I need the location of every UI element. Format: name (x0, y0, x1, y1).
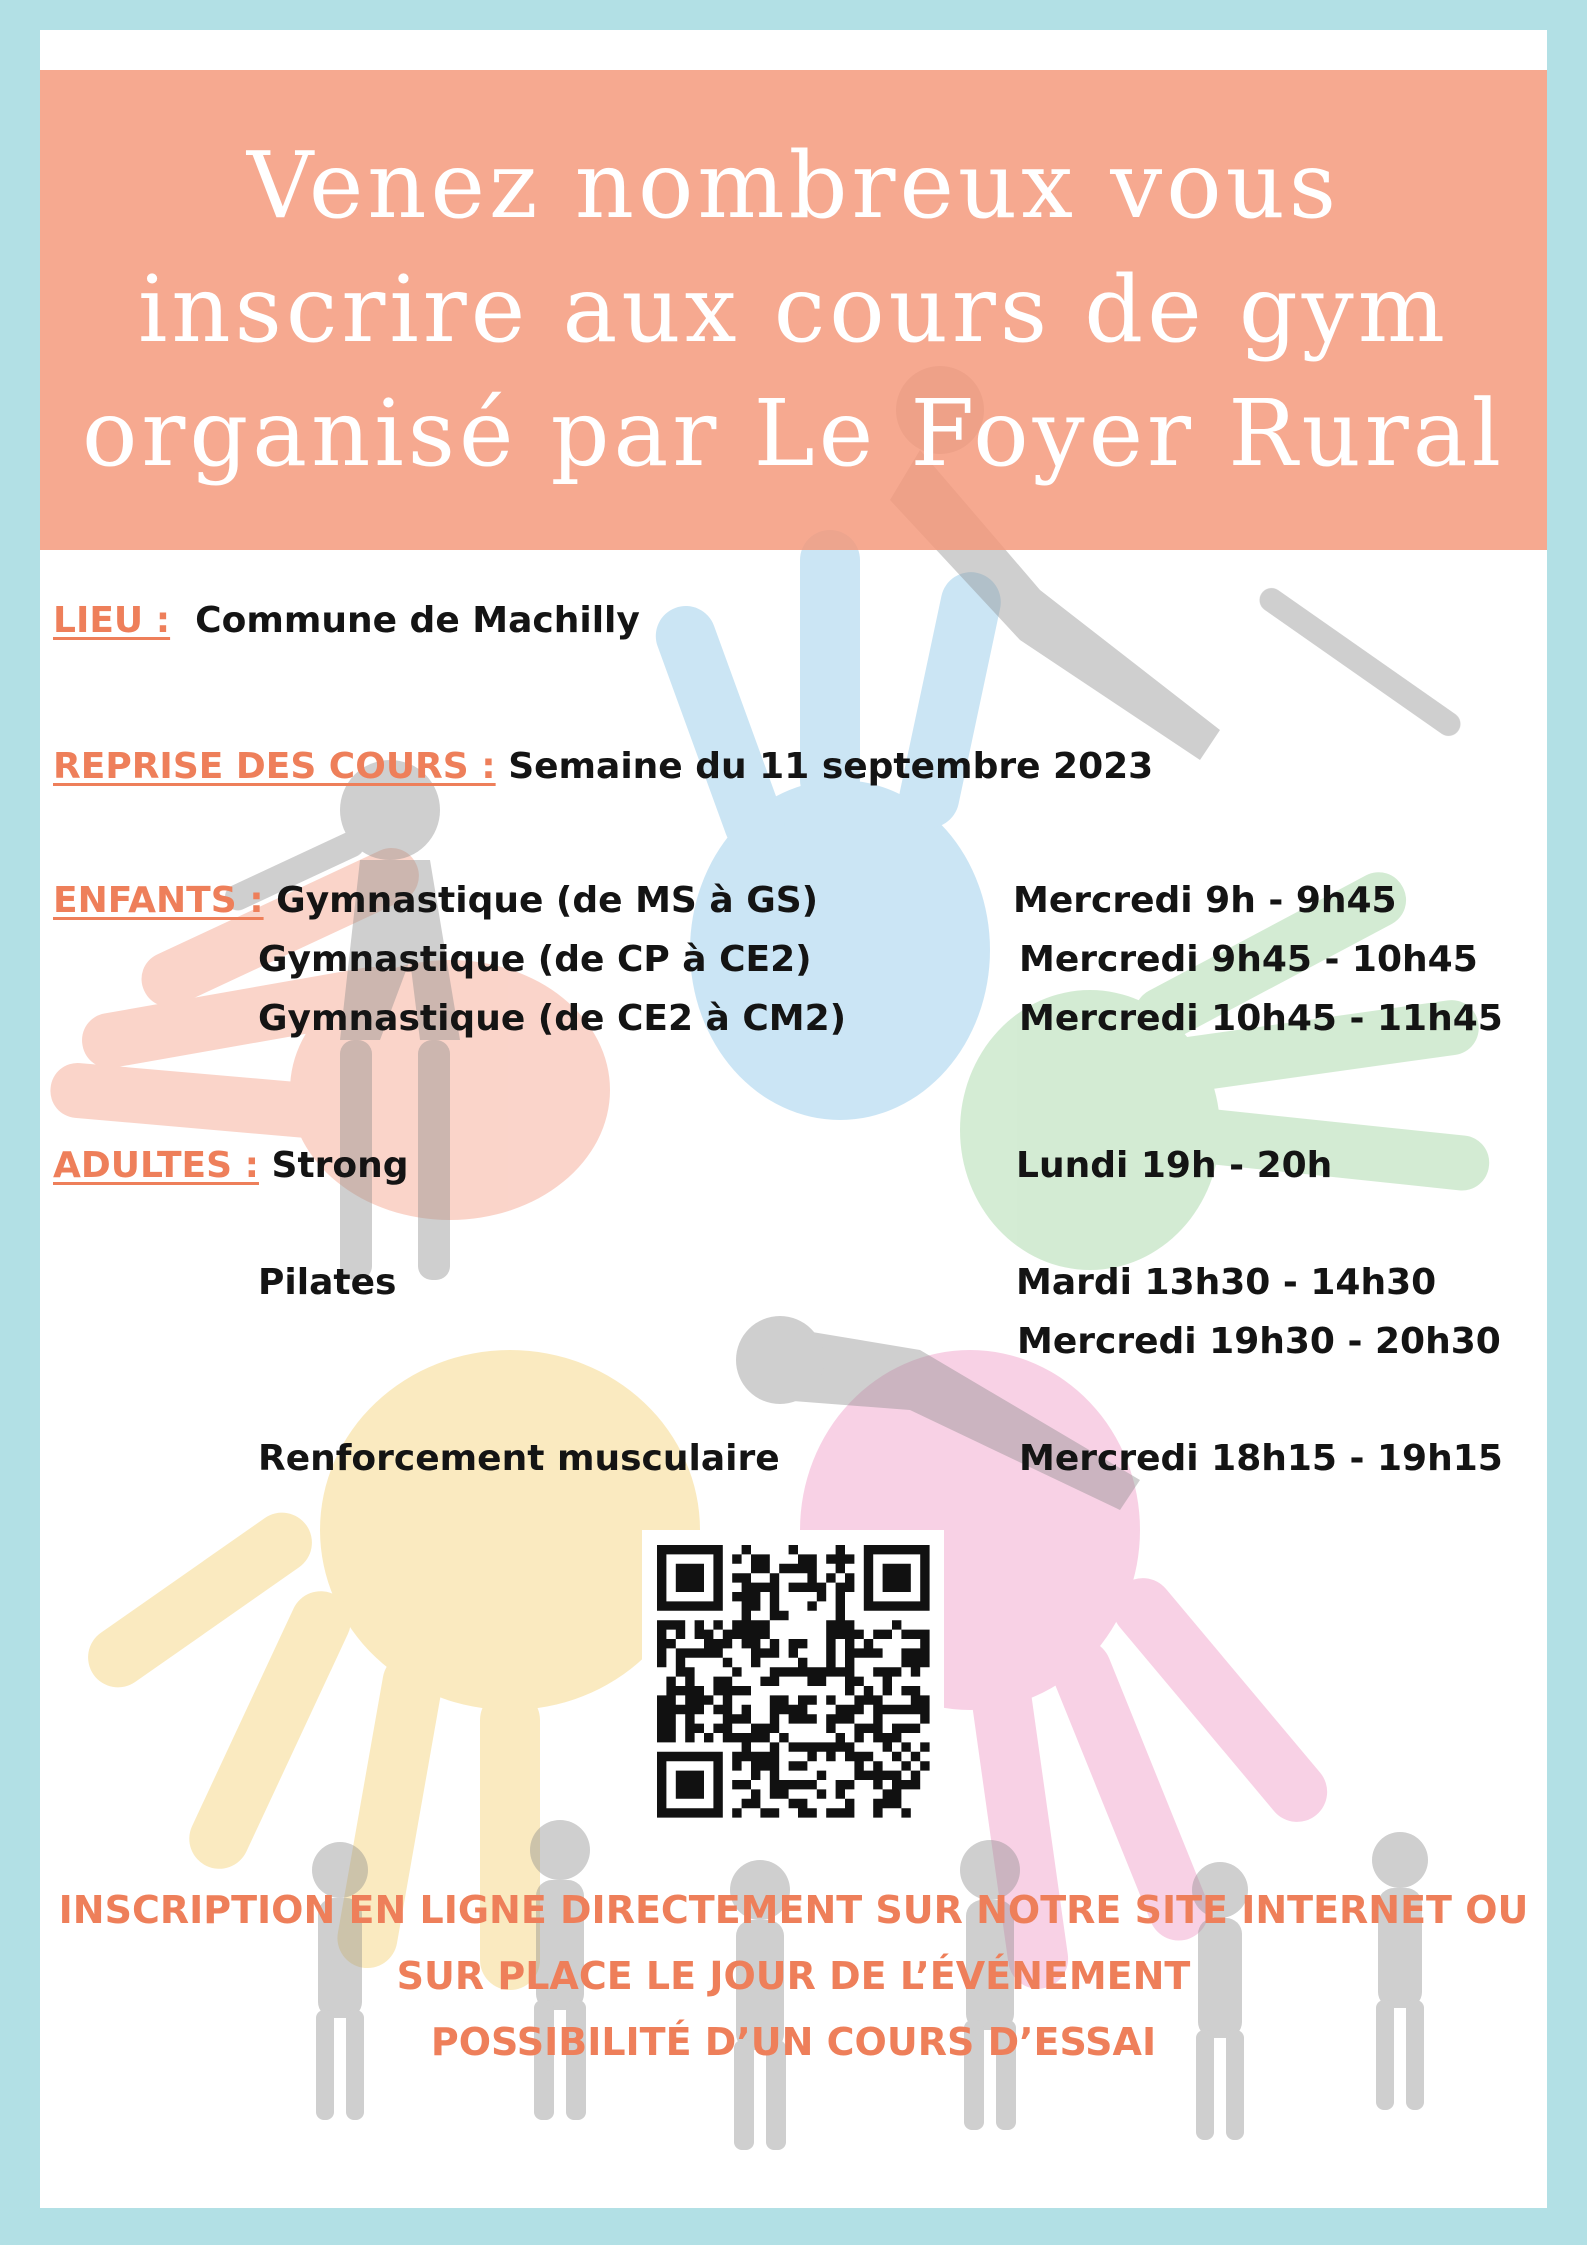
course-time: Mercredi 9h45 - 10h45 (1019, 939, 1478, 980)
course-name: Strong (271, 1145, 409, 1186)
course-name: Pilates (258, 1262, 397, 1303)
title-banner (40, 70, 1547, 550)
lieu-row (53, 600, 640, 641)
title-line-1: Venez nombreux vous (246, 132, 1341, 239)
adultes-row-1 (53, 1145, 409, 1186)
footer-line-2: SUR PLACE LE JOUR DE L’ÉVÉNEMENT (396, 1954, 1191, 1998)
lieu-label: LIEU : (53, 600, 171, 641)
course-time: Lundi 19h - 20h (1016, 1145, 1333, 1186)
poster (40, 30, 1547, 2208)
reprise-row (53, 746, 1153, 787)
footer-line-3: POSSIBILITÉ D’UN COURS D’ESSAI (430, 2020, 1157, 2064)
title-line-2: inscrire aux cours de gym (137, 256, 1449, 363)
enfants-label: ENFANTS : (53, 880, 264, 921)
adultes-label: ADULTES : (53, 1145, 259, 1186)
course-time: Mercredi 18h15 - 19h15 (1019, 1438, 1503, 1479)
course-time: Mardi 13h30 - 14h30 (1016, 1262, 1437, 1303)
enfants-row-1 (53, 880, 818, 921)
course-time: Mercredi 10h45 - 11h45 (1019, 998, 1503, 1039)
qr-modules (657, 1545, 930, 1818)
course-name: Gymnastique (de CP à CE2) (258, 939, 812, 980)
course-name: Renforcement musculaire (258, 1438, 780, 1479)
footer-line-1: INSCRIPTION EN LIGNE DIRECTEMENT SUR NOTRE SITE INTERNET OU (58, 1888, 1529, 1932)
green-hand-print (960, 863, 1492, 1270)
course-name: Gymnastique (de MS à GS) (276, 880, 819, 921)
course-name: Gymnastique (de CE2 à CM2) (258, 998, 847, 1039)
course-time: Mercredi 19h30 - 20h30 (1017, 1321, 1501, 1362)
course-time: Mercredi 9h - 9h45 (1013, 880, 1397, 921)
reprise-label: REPRISE DES COURS : (53, 746, 496, 787)
title-line-3: organisé par Le Foyer Rural (81, 380, 1506, 487)
qr-code-icon[interactable] (642, 1530, 944, 1832)
lieu-value: Commune de Machilly (195, 600, 640, 641)
reprise-value: Semaine du 11 septembre 2023 (508, 746, 1154, 787)
